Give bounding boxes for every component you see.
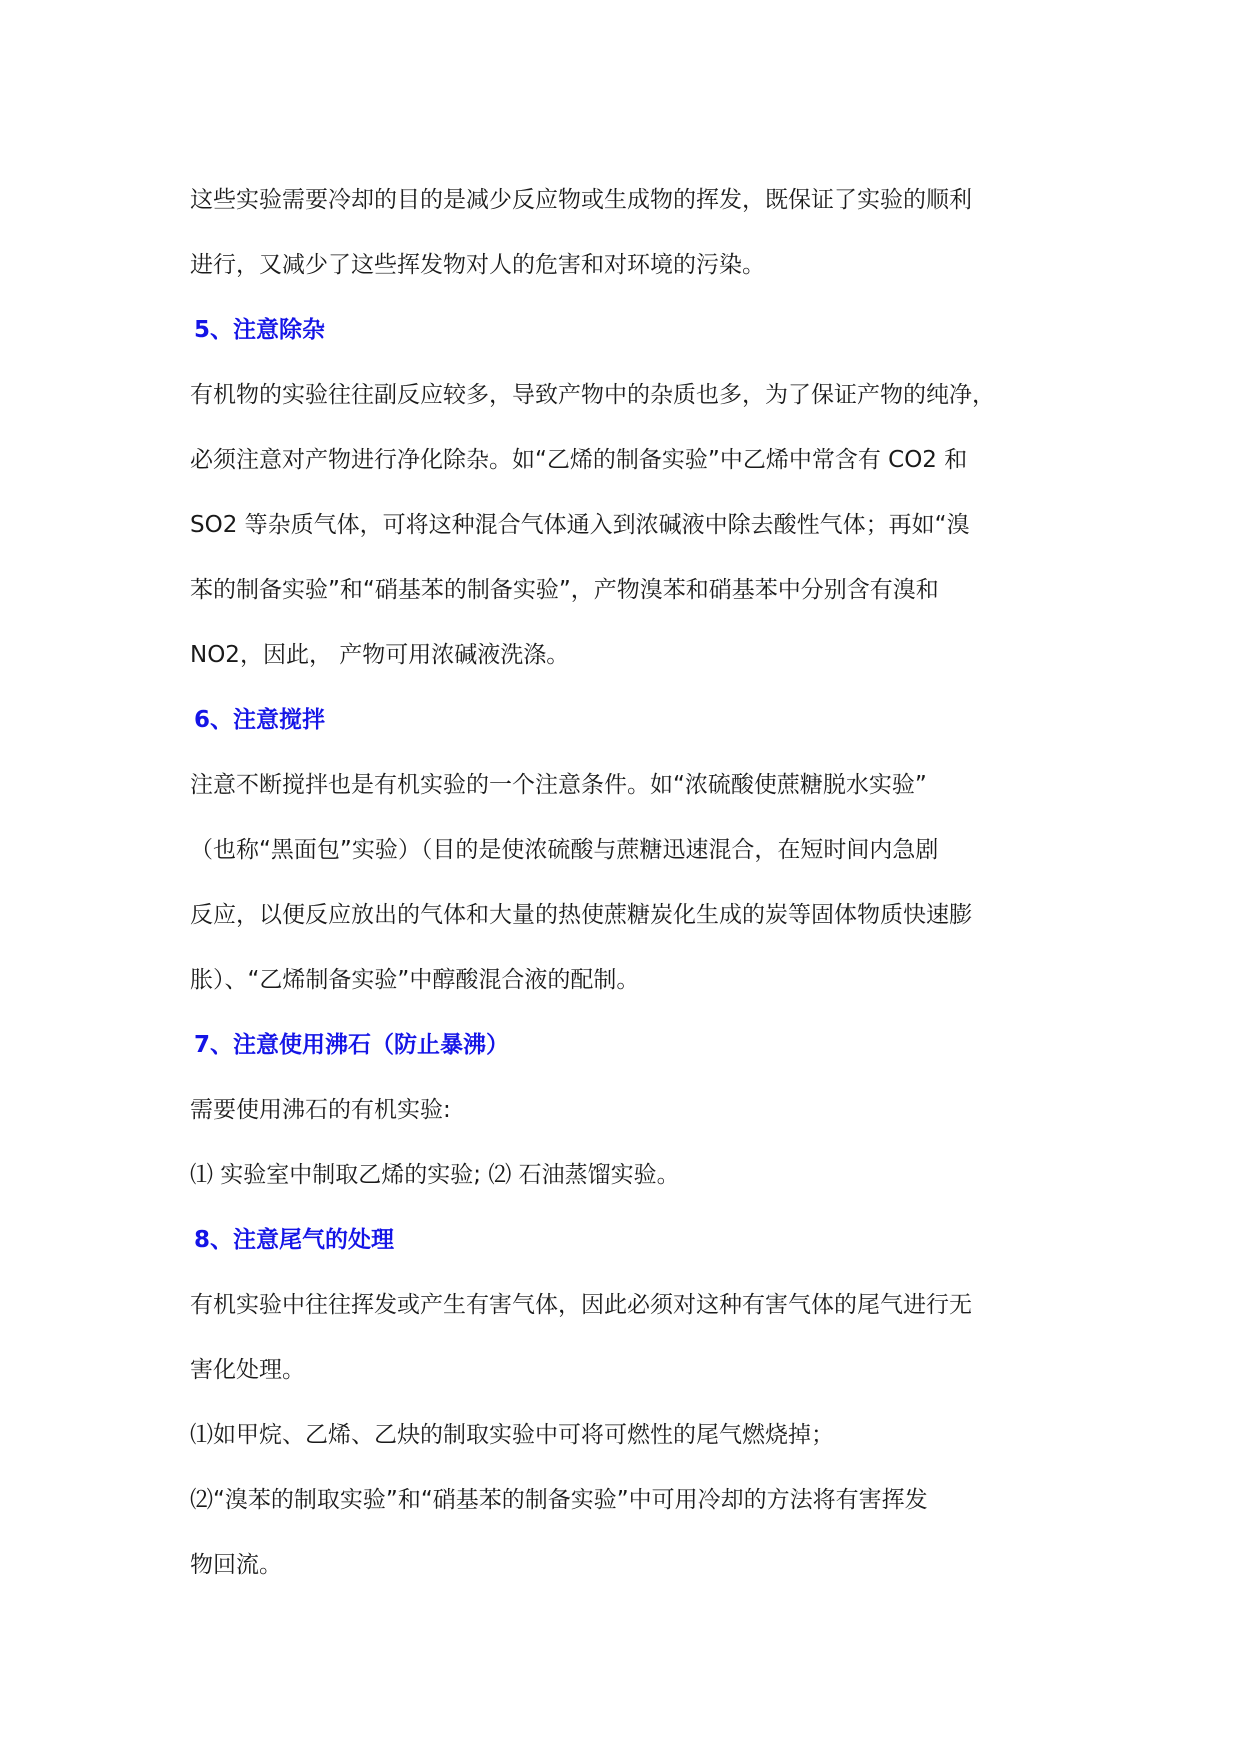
text-line: SO2 等杂质气体，可将这种混合气体通入到浓碱液中除去酸性气体；再如“溴	[190, 512, 970, 538]
section-heading: 8、注意尾气的处理	[194, 1227, 395, 1253]
section-heading: 7、注意使用沸石（防止暴沸）	[194, 1032, 510, 1058]
text-line: 物回流。	[190, 1552, 282, 1578]
text-line: 反应，以便反应放出的气体和大量的热使蔗糖炭化生成的炭等固体物质快速膨	[190, 902, 972, 928]
text-line: 有机物的实验往往副反应较多，导致产物中的杂质也多，为了保证产物的纯净，	[190, 382, 995, 408]
text-line: ⑴ 实验室中制取乙烯的实验; ⑵ 石油蒸馏实验。	[190, 1162, 680, 1188]
document-body	[190, 168, 1060, 1598]
text-line: 这些实验需要冷却的目的是减少反应物或生成物的挥发，既保证了实验的顺利	[190, 187, 972, 213]
text-line: （也称“黑面包”实验）（目的是使浓硫酸与蔗糖迅速混合，在短时间内急剧	[190, 837, 939, 863]
text-line: 注意不断搅拌也是有机实验的一个注意条件。如“浓硫酸使蔗糖脱水实验”	[190, 772, 927, 798]
section-heading: 5、注意除杂	[194, 317, 326, 343]
text-line: 苯的制备实验”和“硝基苯的制备实验”，产物溴苯和硝基苯中分别含有溴和	[190, 577, 939, 603]
text-line: 有机实验中往往挥发或产生有害气体，因此必须对这种有害气体的尾气进行无	[190, 1292, 972, 1318]
text-line: 必须注意对产物进行净化除杂。如“乙烯的制备实验”中乙烯中常含有 CO2 和	[190, 447, 968, 473]
text-line: ⑴如甲烷、乙烯、乙炔的制取实验中可将可燃性的尾气燃烧掉；	[190, 1422, 834, 1448]
text-line: NO2，因此， 产物可用浓碱液洗涤。	[190, 642, 570, 668]
text-line: 需要使用沸石的有机实验:	[190, 1097, 451, 1123]
section-heading: 6、注意搅拌	[194, 707, 326, 733]
text-line: 进行，又减少了这些挥发物对人的危害和对环境的污染。	[190, 252, 765, 278]
text-line: 胀）、“乙烯制备实验”中醇酸混合液的配制。	[190, 967, 640, 993]
text-line: ⑵“溴苯的制取实验”和“硝基苯的制备实验”中可用冷却的方法将有害挥发	[190, 1487, 928, 1513]
text-line: 害化处理。	[190, 1357, 305, 1383]
